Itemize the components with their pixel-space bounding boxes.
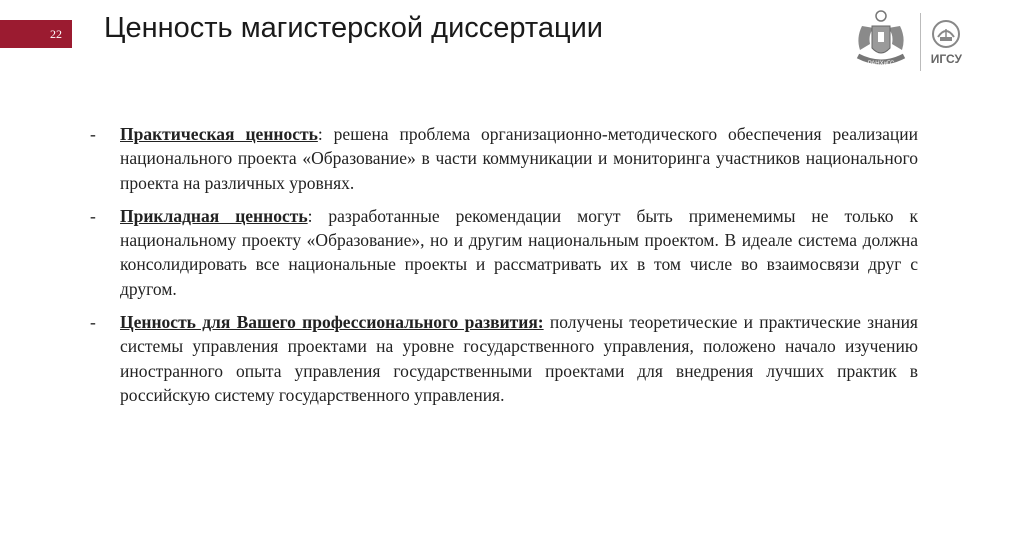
- item-heading: Практическая ценность: [120, 124, 318, 144]
- list-item-practical: [90, 122, 918, 195]
- item-text: [120, 310, 918, 407]
- igsu-label: ИГСУ: [930, 51, 962, 66]
- item-heading: Прикладная ценность: [120, 205, 308, 226]
- ranepa-crest-icon: [852, 8, 910, 76]
- igsu-emblem-icon: [931, 19, 961, 49]
- list-item-applied: [90, 204, 918, 301]
- logos: [852, 8, 962, 76]
- item-text: [120, 204, 918, 301]
- item-body: получены теоретические и практические знания системы управления проектами на уровне государственного управления, положено начало изучению иностранного опыта управления государственными проектами для внедрения лучших практик в российскую систему государственного управления.: [120, 312, 918, 405]
- crest-ribbon-text: РАНХиГС: [867, 61, 895, 67]
- content-list: [90, 122, 918, 416]
- item-heading: Ценность для Вашего профессионального развития:: [120, 312, 544, 333]
- item-text: [120, 122, 918, 195]
- item-body: : решена проблема организационно-методического обеспечения реализации национального проекта «Образование» в части коммуникации и мониторинга участников национального проекта на различных уровнях.: [120, 124, 918, 193]
- list-marker: -: [90, 205, 96, 226]
- slide-number: 22: [0, 20, 72, 48]
- logo-divider: [920, 13, 921, 71]
- list-marker: -: [90, 124, 96, 144]
- list-item-professional: [90, 310, 918, 407]
- slide-title: Ценность магистерской диссертации: [104, 12, 603, 44]
- igsu-logo: [931, 19, 962, 66]
- item-body: : разработанные рекомендации могут быть применемимы не только к национальному проекту «Образование», но и другим национальным проектом. В идеале система должна консолидировать все национальные проекты и рассматривать их в том числе во взаимосвязи друг с другом.: [120, 205, 919, 299]
- list-marker: -: [90, 312, 96, 333]
